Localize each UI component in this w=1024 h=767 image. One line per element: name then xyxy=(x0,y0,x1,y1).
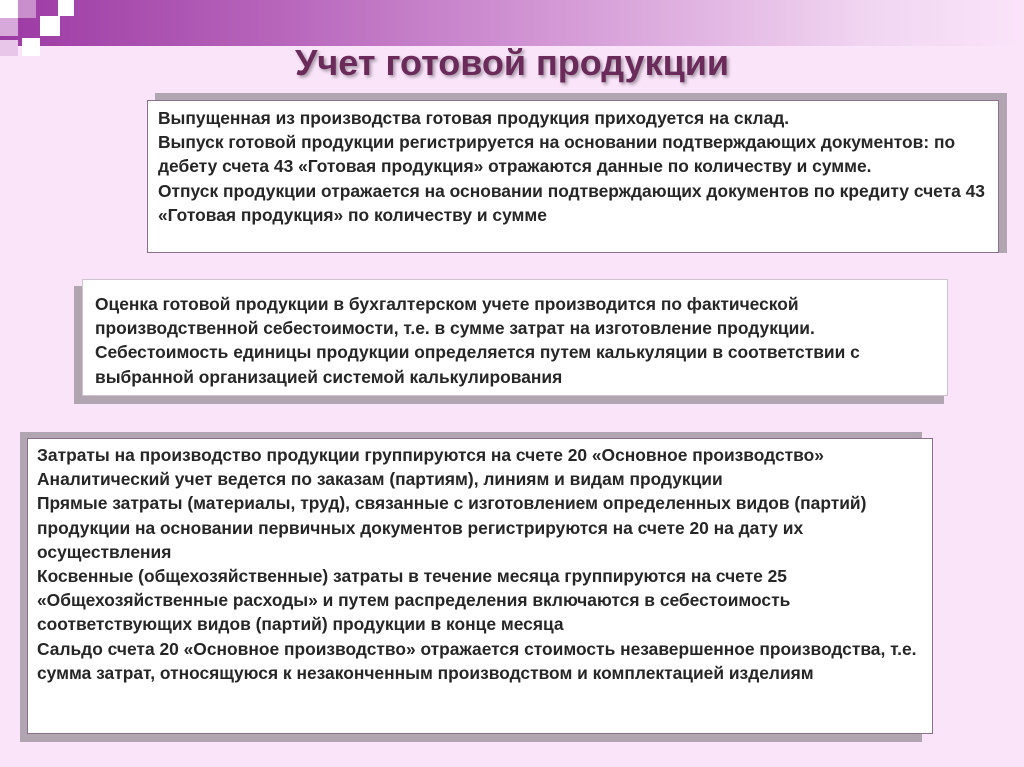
slide-title: Учет готовой продукции xyxy=(295,42,729,83)
text-line: Аналитический учет ведется по заказам (партиям), линиям и видам продукции xyxy=(37,469,723,490)
text-line: Выпущенная из производства готовая продукция приходуется на склад. xyxy=(158,108,790,128)
text-line: Выпуск готовой продукции регистрируется на основании подтверждающих документов: по дебету счета 43 «Готовая продукция» отражаются данные по количеству и сумме. xyxy=(158,132,956,177)
text-line: Себестоимость единицы продукции определяется путем калькуляции в соответствии с выбранной организацией системой калькулирования xyxy=(95,342,860,387)
text-line: Оценка готовой продукции в бухгалтерском учете производится по фактической производственной себестоимости, т.е. в сумме затрат на изготовление продукции. xyxy=(95,294,815,339)
corner-square-decoration xyxy=(0,18,18,36)
text-line: Косвенные (общехозяйственные) затраты в течение месяца группируются на счете 25 «Общехозяйственные расходы» и путем распределения включаются в себестоимость соответствующих видов (партий) продукции в конце месяца xyxy=(37,566,791,635)
corner-square-decoration xyxy=(58,0,74,16)
text-line: Прямые затраты (материалы, труд), связанные с изготовлением определенных видов (партий) продукции на основании первичных документов регистрируются на счете 20 на дату их осуществления xyxy=(37,493,867,562)
corner-square-decoration xyxy=(18,0,36,18)
text-line: Отпуск продукции отражается на основании подтверждающих документов по кредиту счета 43 «Готовая продукция» по количеству и сумме xyxy=(158,180,985,225)
corner-square-decoration xyxy=(0,0,18,18)
info-box-valuation xyxy=(82,279,948,396)
corner-square-decoration xyxy=(40,16,60,36)
text-line: Сальдо счета 20 «Основное производство» отражается стоимость незавершенное производства, т.е. сумма затрат, относящуюся к незаконченным производством и комплектацией изделиям xyxy=(37,638,917,683)
info-box-release xyxy=(147,100,999,253)
info-box-costs xyxy=(27,438,933,734)
text-line: Затраты на производство продукции группируются на счете 20 «Основное производство» xyxy=(37,445,824,465)
header-gradient-bar xyxy=(0,0,1024,46)
